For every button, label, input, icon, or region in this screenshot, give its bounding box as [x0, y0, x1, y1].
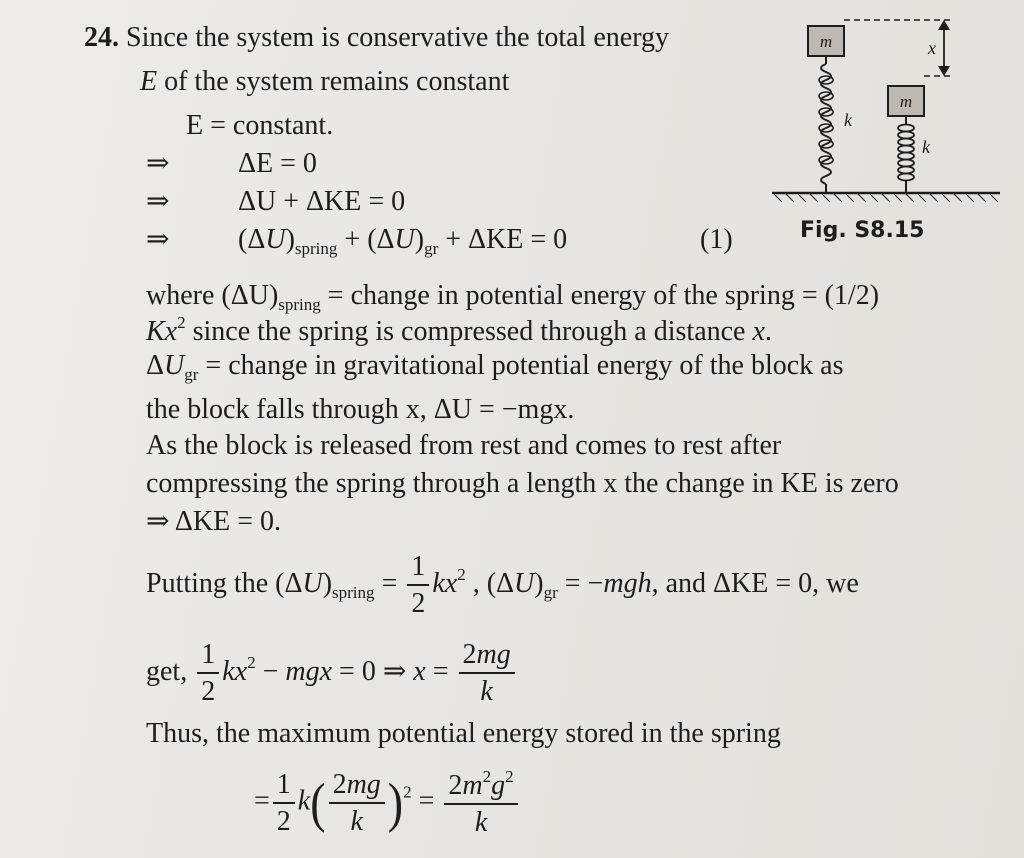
spring-label-right: k [922, 137, 930, 157]
kx2-line: Kx$^2$ since the spring is compressed through a distance x. [146, 313, 772, 347]
released-line-2: compressing the spring through a length x the change in KE is zero [146, 468, 899, 499]
fraction-final: $\frac{2m^2g^2}{k}$ [444, 768, 517, 838]
dugr-line: $\Delta U_{gr}$ = change in gravitational potential energy of the block as [146, 350, 844, 384]
putting-line: Putting the $(\Delta U)_{spring}$ = $\frac{1}{2}$ $kx^2$ , $(\Delta U)_{gr} = -mgh$, and ΔKE = 0, we [146, 551, 859, 620]
dke-zero-line: ⇒ ΔKE = 0. [146, 506, 282, 537]
figure-caption: Fig. S8.15 [800, 218, 925, 243]
implies-symbol-3: ⇒ [146, 224, 170, 255]
fraction-half-3: $\frac{1}{2}$ [273, 770, 295, 837]
equation-du-dke: ΔU + ΔKE = 0 [238, 186, 406, 217]
falls-line: the block falls through x, ΔU = −mgx. [146, 394, 575, 425]
thus-line: Thus, the maximum potential energy stored in the spring [146, 718, 781, 749]
get-line: get, $\frac{1}{2}$ $kx^2$ − mgx = 0 ⇒ x = $\frac{2mg}{k}$ [146, 640, 518, 707]
equation-delta-e: ΔE = 0 [238, 148, 317, 179]
problem-intro-line-1 [84, 24, 669, 52]
fraction-2mg-over-k: $\frac{2mg}{k}$ [459, 640, 515, 707]
spring-block-figure [760, 8, 1010, 213]
final-expression: = $\frac{1}{2}$ k( $\frac{2mg}{k}$ )$^2$ = $\frac{2m^2g^2}{k}$ [254, 768, 521, 838]
problem-intro-line-2: E of the system remains constant [140, 66, 510, 97]
implies-symbol-1: ⇒ [146, 148, 170, 179]
equation-e-constant: E = constant. [186, 110, 334, 141]
equation-energy-sum: $(\Delta U)_{spring} + (\Delta U)_{gr} + \Delta KE = 0$ [238, 224, 568, 258]
intro-text-1: Since the system is conservative the total energy [126, 22, 670, 53]
distance-label: x [928, 38, 936, 58]
fraction-half-2: $\frac{1}{2}$ [197, 640, 219, 707]
where-line: where $(\Delta U)_{spring}$ = change in potential energy of the spring = (1/2) [146, 280, 880, 314]
mass-label-left: m [819, 32, 833, 51]
spring-label-left: k [844, 110, 852, 130]
problem-number: 24. [84, 22, 119, 53]
equation-number: (1) [700, 224, 733, 255]
fraction-2mg-over-k-2: $\frac{2mg}{k}$ [329, 770, 385, 837]
fraction-half-1: $\frac{1}{2}$ [407, 552, 429, 619]
implies-symbol-2: ⇒ [146, 186, 170, 217]
released-line-1: As the block is released from rest and comes to rest after [146, 430, 782, 461]
mass-label-right: m [899, 92, 913, 111]
